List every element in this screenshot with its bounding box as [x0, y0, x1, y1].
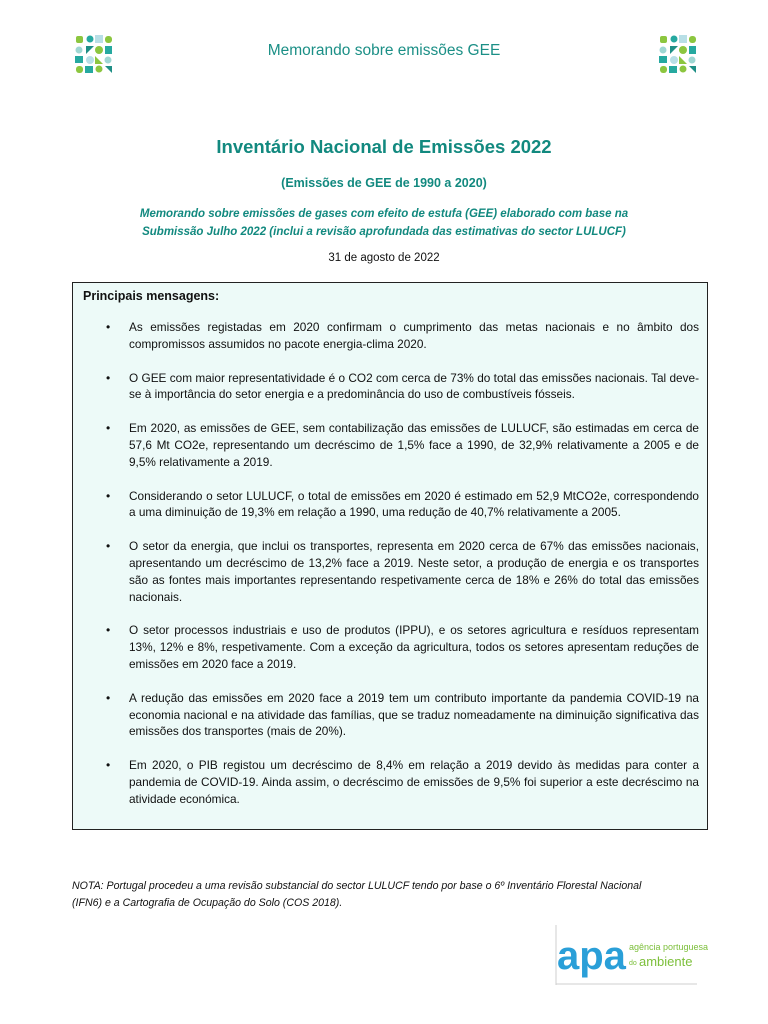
bullet-icon: •	[106, 370, 111, 385]
bullet-text: Em 2020, as emissões de GEE, sem contabilização das emissões de LULUCF, são estimadas em cerca de 57,6 Mt CO2e, representando um decréscimo de 1,5% face a 1990, de 32,9% relativamente a 2005 e de 9,5% relativamente a 2019.	[129, 421, 699, 469]
list-item	[73, 538, 707, 605]
document-title: Inventário Nacional de Emissões 2022	[216, 136, 552, 157]
memo-line-2: Submissão Julho 2022 (inclui a revisão aprofundada das estimativas do sector LULUCF)	[142, 226, 626, 238]
key-messages-box	[72, 282, 708, 830]
bullet-icon: •	[106, 320, 111, 334]
apa-logo-icon	[555, 925, 709, 985]
apa-logo-line2a: do	[629, 960, 637, 967]
bullet-icon: •	[106, 421, 111, 436]
bullet-icon: •	[106, 539, 111, 554]
bullet-text: O setor processos industriais e uso de produtos (IPPU), e os setores agricultura e resíduos representam 13%, 12% e 8%, respetivamente. Com a exceção da agricultura, todos os setores apresentam reduções de emissões em 2020 face a 2019.	[129, 623, 699, 671]
list-item	[73, 370, 707, 404]
list-item	[73, 690, 707, 740]
bullet-text: O GEE com maior representatividade é o CO2 com cerca de 73% do total das emissões nacionais. Tal deve-se à importância do setor energia e a predominância do uso de combustíveis fósseis.	[129, 370, 699, 402]
list-item	[73, 757, 707, 807]
header-title: Memorando sobre emissões GEE	[267, 42, 501, 59]
list-item	[73, 319, 707, 353]
bullet-icon: •	[106, 488, 111, 503]
apa-logo-letters: apa	[557, 934, 626, 978]
apa-logo-line1: agência portuguesa	[629, 942, 709, 952]
apa-logo-line2b: ambiente	[639, 954, 693, 969]
document-date: 31 de agosto de 2022	[328, 252, 440, 264]
footnote	[72, 878, 712, 912]
footnote-line-2: (IFN6) e a Cartografia de Ocupação do Solo (COS 2018).	[72, 897, 343, 909]
bullet-icon: •	[106, 758, 111, 773]
bullet-icon: •	[106, 690, 111, 705]
footnote-line-1: NOTA: Portugal procedeu a uma revisão substancial do sector LULUCF tendo por base o 6º Inventário Florestal Nacional	[72, 880, 642, 892]
bullet-text: As emissões registadas em 2020 confirmam o cumprimento das metas nacionais e no âmbito dos compromissos assumidos no pacote energia-clima 2020.	[129, 320, 699, 351]
memo-line-1: Memorando sobre emissões de gases com efeito de estufa (GEE) elaborado com base na	[139, 208, 629, 220]
list-item	[73, 622, 707, 672]
key-messages-list	[73, 319, 707, 825]
bullet-icon: •	[106, 623, 111, 638]
bullet-text: A redução das emissões em 2020 face a 2019 tem um contributo importante da pandemia COVID-19 na economia nacional e na atividade das famílias, que se traduz nomeadamente na diminuição significativa das emissões dos transportes (mais de 20%).	[129, 690, 699, 739]
bullet-text: Considerando o setor LULUCF, o total de emissões em 2020 é estimado em 52,9 MtCO2e, correspondendo a uma diminuição de 19,3% em relação a 1990, uma redução de 40,7% relativamente a 2005.	[129, 488, 699, 520]
bullet-text: O setor da energia, que inclui os transportes, representa em 2020 cerca de 67% das emissões nacionais, apresentando um decréscimo de 13,2% face a 2019. Neste setor, a produção de energia e os transportes são as fontes mais importantes representando respetivamente cerca de 18% e 26% do total das emissões nacionais.	[129, 539, 699, 604]
list-item	[73, 488, 707, 522]
mosaic-logo-icon	[658, 34, 698, 74]
list-item	[73, 420, 707, 470]
document-memo	[120, 205, 648, 241]
key-messages-title: Principais mensagens:	[83, 289, 220, 303]
document-subtitle: (Emissões de GEE de 1990 a 2020)	[281, 176, 487, 190]
bullet-text: Em 2020, o PIB registou um decréscimo de 8,4% em relação a 2019 devido às medidas para conter a pandemia de COVID-19. Ainda assim, o decréscimo de emissões de 9,5% foi superior a este decréscimo na atividade económica.	[129, 758, 699, 806]
